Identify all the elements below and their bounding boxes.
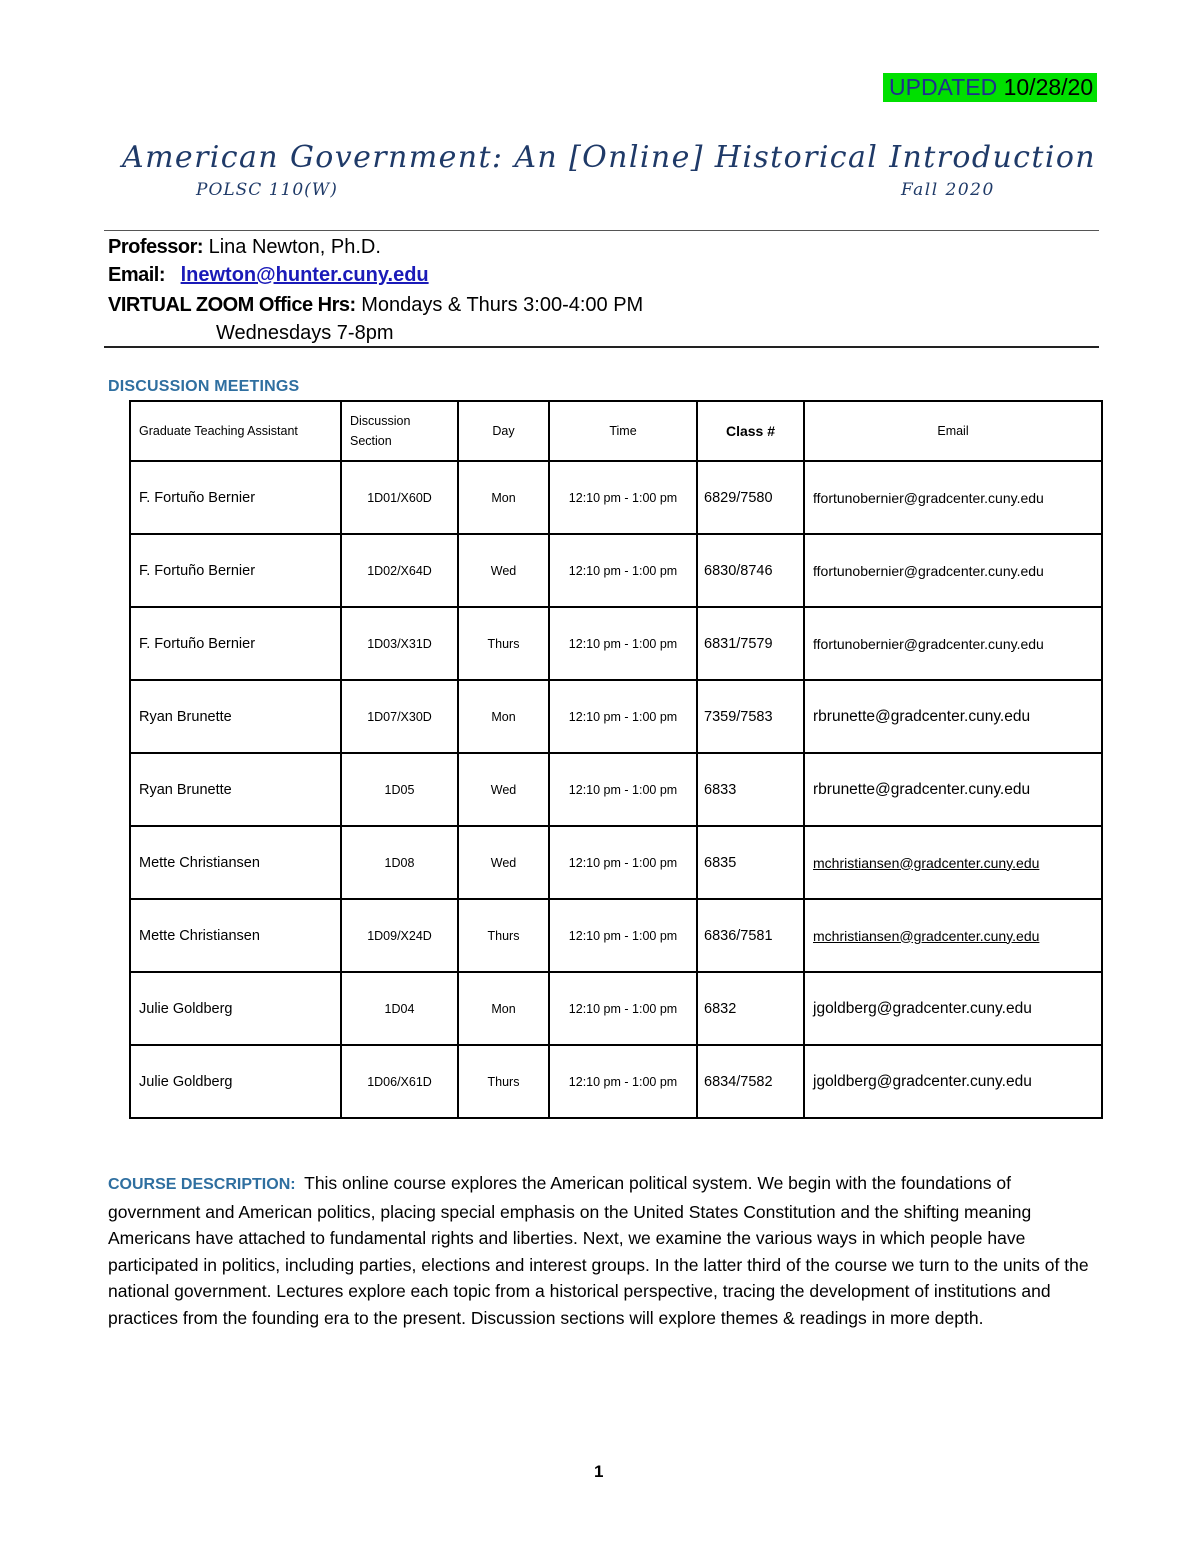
page-number: 1 [594, 1462, 604, 1481]
table-row [130, 461, 1102, 534]
cell-gta: Julie Goldberg [130, 972, 341, 1045]
col-header-class-number: Class # [697, 401, 804, 461]
cell-section: 1D03/X31D [341, 607, 458, 680]
cell-time: 12:10 pm - 1:00 pm [549, 972, 697, 1045]
cell-gta: Julie Goldberg [130, 1045, 341, 1118]
cell-email[interactable]: ffortunobernier@gradcenter.cuny.edu [804, 461, 1102, 534]
cell-section: 1D01/X60D [341, 461, 458, 534]
col-header-section: Discussion Section [341, 401, 458, 461]
col-header-gta: Graduate Teaching Assistant [130, 401, 341, 461]
cell-email[interactable]: ffortunobernier@gradcenter.cuny.edu [804, 534, 1102, 607]
cell-day: Wed [458, 753, 549, 826]
cell-time: 12:10 pm - 1:00 pm [549, 899, 697, 972]
updated-date: 10/28/20 [1003, 74, 1094, 100]
cell-time: 12:10 pm - 1:00 pm [549, 461, 697, 534]
cell-section: 1D07/X30D [341, 680, 458, 753]
office-hours-line [108, 292, 643, 318]
cell-gta: Mette Christiansen [130, 899, 341, 972]
office-hours-primary: Mondays & Thurs 3:00-4:00 PM [361, 294, 644, 316]
cell-gta: Ryan Brunette [130, 753, 341, 826]
table-row [130, 899, 1102, 972]
cell-section: 1D04 [341, 972, 458, 1045]
cell-day: Thurs [458, 899, 549, 972]
cell-class-number: 6833 [697, 753, 804, 826]
table-row [130, 972, 1102, 1045]
table-row [130, 826, 1102, 899]
cell-class-number: 6835 [697, 826, 804, 899]
cell-gta: F. Fortuño Bernier [130, 534, 341, 607]
course-description-heading: COURSE DESCRIPTION: [108, 1176, 296, 1193]
cell-day: Thurs [458, 607, 549, 680]
course-code: POLSC 110(W) [196, 180, 338, 200]
cell-email-link[interactable]: mchristiansen@gradcenter.cuny.edu [804, 826, 1102, 899]
cell-email[interactable]: jgoldberg@gradcenter.cuny.edu [804, 1045, 1102, 1118]
col-header-email: Email [804, 401, 1102, 461]
col-header-time: Time [549, 401, 697, 461]
table-row [130, 1045, 1102, 1118]
table-row [130, 534, 1102, 607]
professor-name: Lina Newton, Ph.D. [208, 236, 381, 258]
table-row [130, 607, 1102, 680]
table-row [130, 680, 1102, 753]
cell-class-number: 6834/7582 [697, 1045, 804, 1118]
cell-day: Mon [458, 972, 549, 1045]
course-title: American Government: An [Online] Historical Introduction [122, 140, 1097, 175]
cell-day: Mon [458, 680, 549, 753]
cell-gta: Ryan Brunette [130, 680, 341, 753]
cell-email[interactable]: jgoldberg@gradcenter.cuny.edu [804, 972, 1102, 1045]
cell-time: 12:10 pm - 1:00 pm [549, 534, 697, 607]
cell-email-link[interactable]: mchristiansen@gradcenter.cuny.edu [804, 899, 1102, 972]
header-divider-top [104, 230, 1099, 231]
cell-day: Wed [458, 826, 549, 899]
discussion-table [129, 400, 1103, 1119]
cell-section: 1D05 [341, 753, 458, 826]
office-hours-label: VIRTUAL ZOOM Office Hrs: [108, 294, 356, 316]
cell-day: Mon [458, 461, 549, 534]
cell-time: 12:10 pm - 1:00 pm [549, 680, 697, 753]
header-divider-bottom [104, 346, 1099, 348]
office-hours-secondary: Wednesdays 7-8pm [216, 322, 394, 344]
cell-time: 12:10 pm - 1:00 pm [549, 826, 697, 899]
updated-label: UPDATED [889, 74, 998, 100]
updated-badge [883, 73, 1097, 102]
cell-section: 1D06/X61D [341, 1045, 458, 1118]
cell-class-number: 7359/7583 [697, 680, 804, 753]
course-description-body: This online course explores the American political system. We begin with the foundations of government and American politics, placing special emphasis on the United States Constitution and the shifting meaning Americans have attached to fundamental rights and liberties. Next, we examine the various ways in which people have participated in politics, including parties, elections and interest groups. In the latter third of the course we turn to the units of the national government. Lectures explore each topic from a historical perspective, tracing the development of institutions and practices from the founding era to the present. Discussion sections will explore themes & readings in more depth. [108, 1173, 1089, 1328]
professor-line [108, 234, 381, 260]
professor-email-link[interactable]: lnewton@hunter.cuny.edu [180, 264, 429, 286]
cell-section: 1D08 [341, 826, 458, 899]
cell-class-number: 6831/7579 [697, 607, 804, 680]
cell-gta: F. Fortuño Bernier [130, 607, 341, 680]
col-header-day: Day [458, 401, 549, 461]
cell-email[interactable]: rbrunette@gradcenter.cuny.edu [804, 753, 1102, 826]
discussion-heading: DISCUSSION MEETINGS [108, 378, 300, 395]
cell-class-number: 6829/7580 [697, 461, 804, 534]
email-label: Email: [108, 264, 166, 286]
cell-email[interactable]: rbrunette@gradcenter.cuny.edu [804, 680, 1102, 753]
cell-time: 12:10 pm - 1:00 pm [549, 753, 697, 826]
cell-day: Wed [458, 534, 549, 607]
cell-gta: F. Fortuño Bernier [130, 461, 341, 534]
course-description [108, 1170, 1098, 1331]
cell-time: 12:10 pm - 1:00 pm [549, 1045, 697, 1118]
cell-class-number: 6830/8746 [697, 534, 804, 607]
cell-section: 1D02/X64D [341, 534, 458, 607]
course-term: Fall 2020 [901, 180, 995, 200]
professor-label: Professor: [108, 236, 204, 258]
table-header-row [130, 401, 1102, 461]
cell-email[interactable]: ffortunobernier@gradcenter.cuny.edu [804, 607, 1102, 680]
cell-time: 12:10 pm - 1:00 pm [549, 607, 697, 680]
table-row [130, 753, 1102, 826]
cell-class-number: 6836/7581 [697, 899, 804, 972]
cell-gta: Mette Christiansen [130, 826, 341, 899]
cell-class-number: 6832 [697, 972, 804, 1045]
cell-section: 1D09/X24D [341, 899, 458, 972]
cell-day: Thurs [458, 1045, 549, 1118]
email-line [108, 262, 429, 288]
